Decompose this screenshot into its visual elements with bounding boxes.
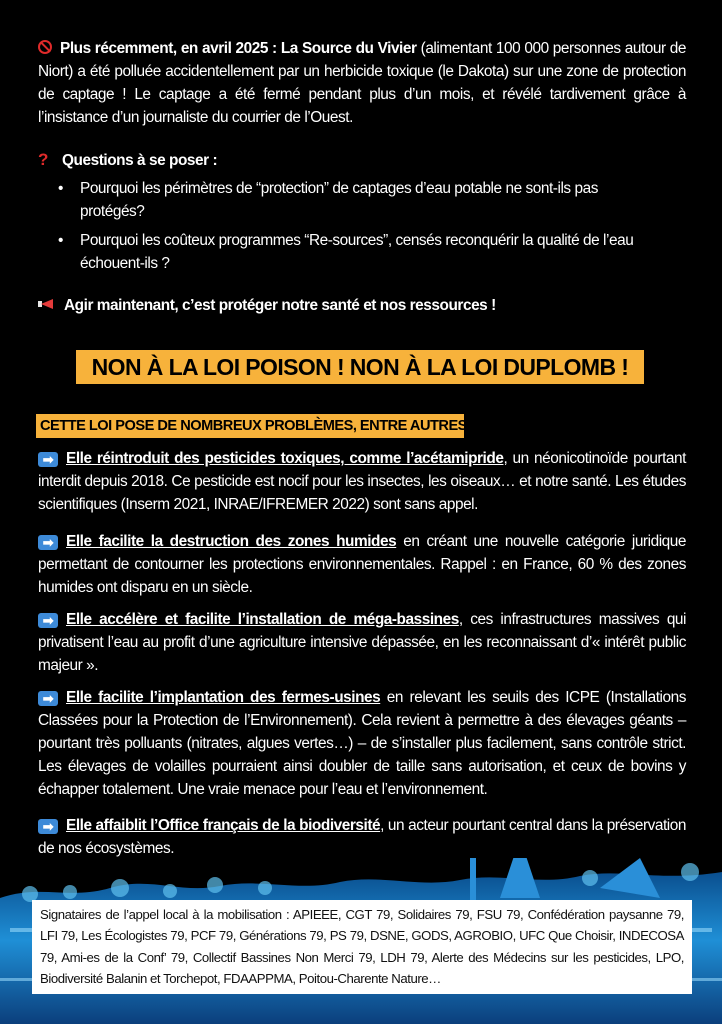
action-row — [38, 294, 686, 317]
action-text: Agir maintenant, c’est protéger notre santé et nos ressources ! — [64, 297, 496, 314]
main-slogan-banner: NON À LA LOI POISON ! NON À LA LOI DUPLOMB ! — [76, 350, 644, 384]
question-item: • Pourquoi les coûteux programmes “Re-sources”, censés reconquérir la qualité de l’eau échouent-ils ? — [58, 229, 658, 275]
intro-paragraph — [38, 37, 686, 129]
problem-bold: Elle accélère et facilite l’installation de méga-bassines — [66, 611, 459, 628]
right-arrow-icon: ➡ — [38, 691, 58, 706]
problem-text: en créant une nouvelle catégorie juridique permettant de contourner les protections environnementales. Rappel : en France, 60 % des zones humides ont disparu en un siècle. — [38, 533, 686, 596]
questions-title: Questions à se poser : — [62, 152, 218, 169]
questions-list — [58, 177, 658, 281]
problem-text: , un néonicotinoïde pourtant interdit depuis 2018. Ce pesticide est nocif pour les insectes, les oiseaux… et notre santé. Les études scientifiques (Inserm 2021, INRAE/IFREMER 2022) sont sans appel. — [38, 450, 686, 513]
problem-text: , un acteur pourtant central dans la préservation de nos écosystèmes. — [38, 817, 686, 857]
problem-item — [38, 686, 686, 801]
questions-title-row — [38, 148, 686, 172]
problem-text: , ces infrastructures massives qui privatisent l’eau au profit d’une agriculture intensive dépassée, en les reconnaissant d’« intérêt public majeur ». — [38, 611, 687, 674]
problem-item — [38, 608, 686, 677]
problem-item — [38, 447, 686, 516]
right-arrow-icon: ➡ — [38, 819, 58, 834]
intro-text: (alimentant 100 000 personnes autour de Niort) a été polluée accidentellement par un herbicide toxique (le Dakota) sur une zone de protection de captage ! Le captage a été fermé pendant plus d’un mois, et révélé tardivement grâce à l’insistance d’un journaliste du courrier de l’Ouest. — [38, 40, 686, 126]
right-arrow-icon: ➡ — [38, 535, 58, 550]
right-arrow-icon: ➡ — [38, 613, 58, 628]
prohibited-icon — [38, 40, 52, 54]
problems-heading: CETTE LOI POSE DE NOMBREUX PROBLÈMES, ENTRE AUTRES : — [36, 414, 464, 438]
problem-item — [38, 814, 686, 860]
signatories-box: Signataires de l’appel local à la mobilisation : APIEEE, CGT 79, Solidaires 79, FSU 79, Confédération paysanne 79, LFI 79, Les Écologistes 79, PCF 79, Générations 79, PS 79, DSNE, GODS, AGROBIO, UFC Que Choisir, INDECOSA 79, Ami-es de la Conf’ 79, Collectif Bassines Non Merci 79, LDH 79, Alerte des Médecins sur les pesticides, LPO, Biodiversité Balanin et Torchepot, FDAAPPMA, Poitou-Charente Nature… — [32, 900, 692, 994]
problem-bold: Elle facilite la destruction des zones humides — [66, 533, 397, 550]
right-arrow-icon: ➡ — [38, 452, 58, 467]
problem-bold: Elle réintroduit des pesticides toxiques, comme l’acétamipride — [66, 450, 504, 467]
problem-item — [38, 530, 686, 599]
intro-bold: Plus récemment, en avril 2025 : La Source du Vivier — [60, 40, 417, 57]
problem-bold: Elle affaiblit l’Office français de la biodiversité — [66, 817, 381, 834]
megaphone-icon — [38, 297, 56, 311]
question-mark-icon: ? — [38, 150, 48, 169]
question-item: • Pourquoi les périmètres de “protection” de captages d’eau potable ne sont-ils pas protégés? — [58, 177, 658, 223]
problem-bold: Elle facilite l’implantation des fermes-usines — [66, 689, 381, 706]
problem-text: en relevant les seuils des ICPE (Installations Classées pour la Protection de l’Environnement). Cela revient à permettre à des élevages géants – pourtant très polluants (nitrates, algues vertes…) – de s’installer plus facilement, sans contrôle strict. Les élevages de volailles pourraient ainsi doubler de taille sans autorisation, et ceux de bovins y échapper totalement. Une vraie menace pour l’eau et l’environnement. — [38, 689, 686, 798]
